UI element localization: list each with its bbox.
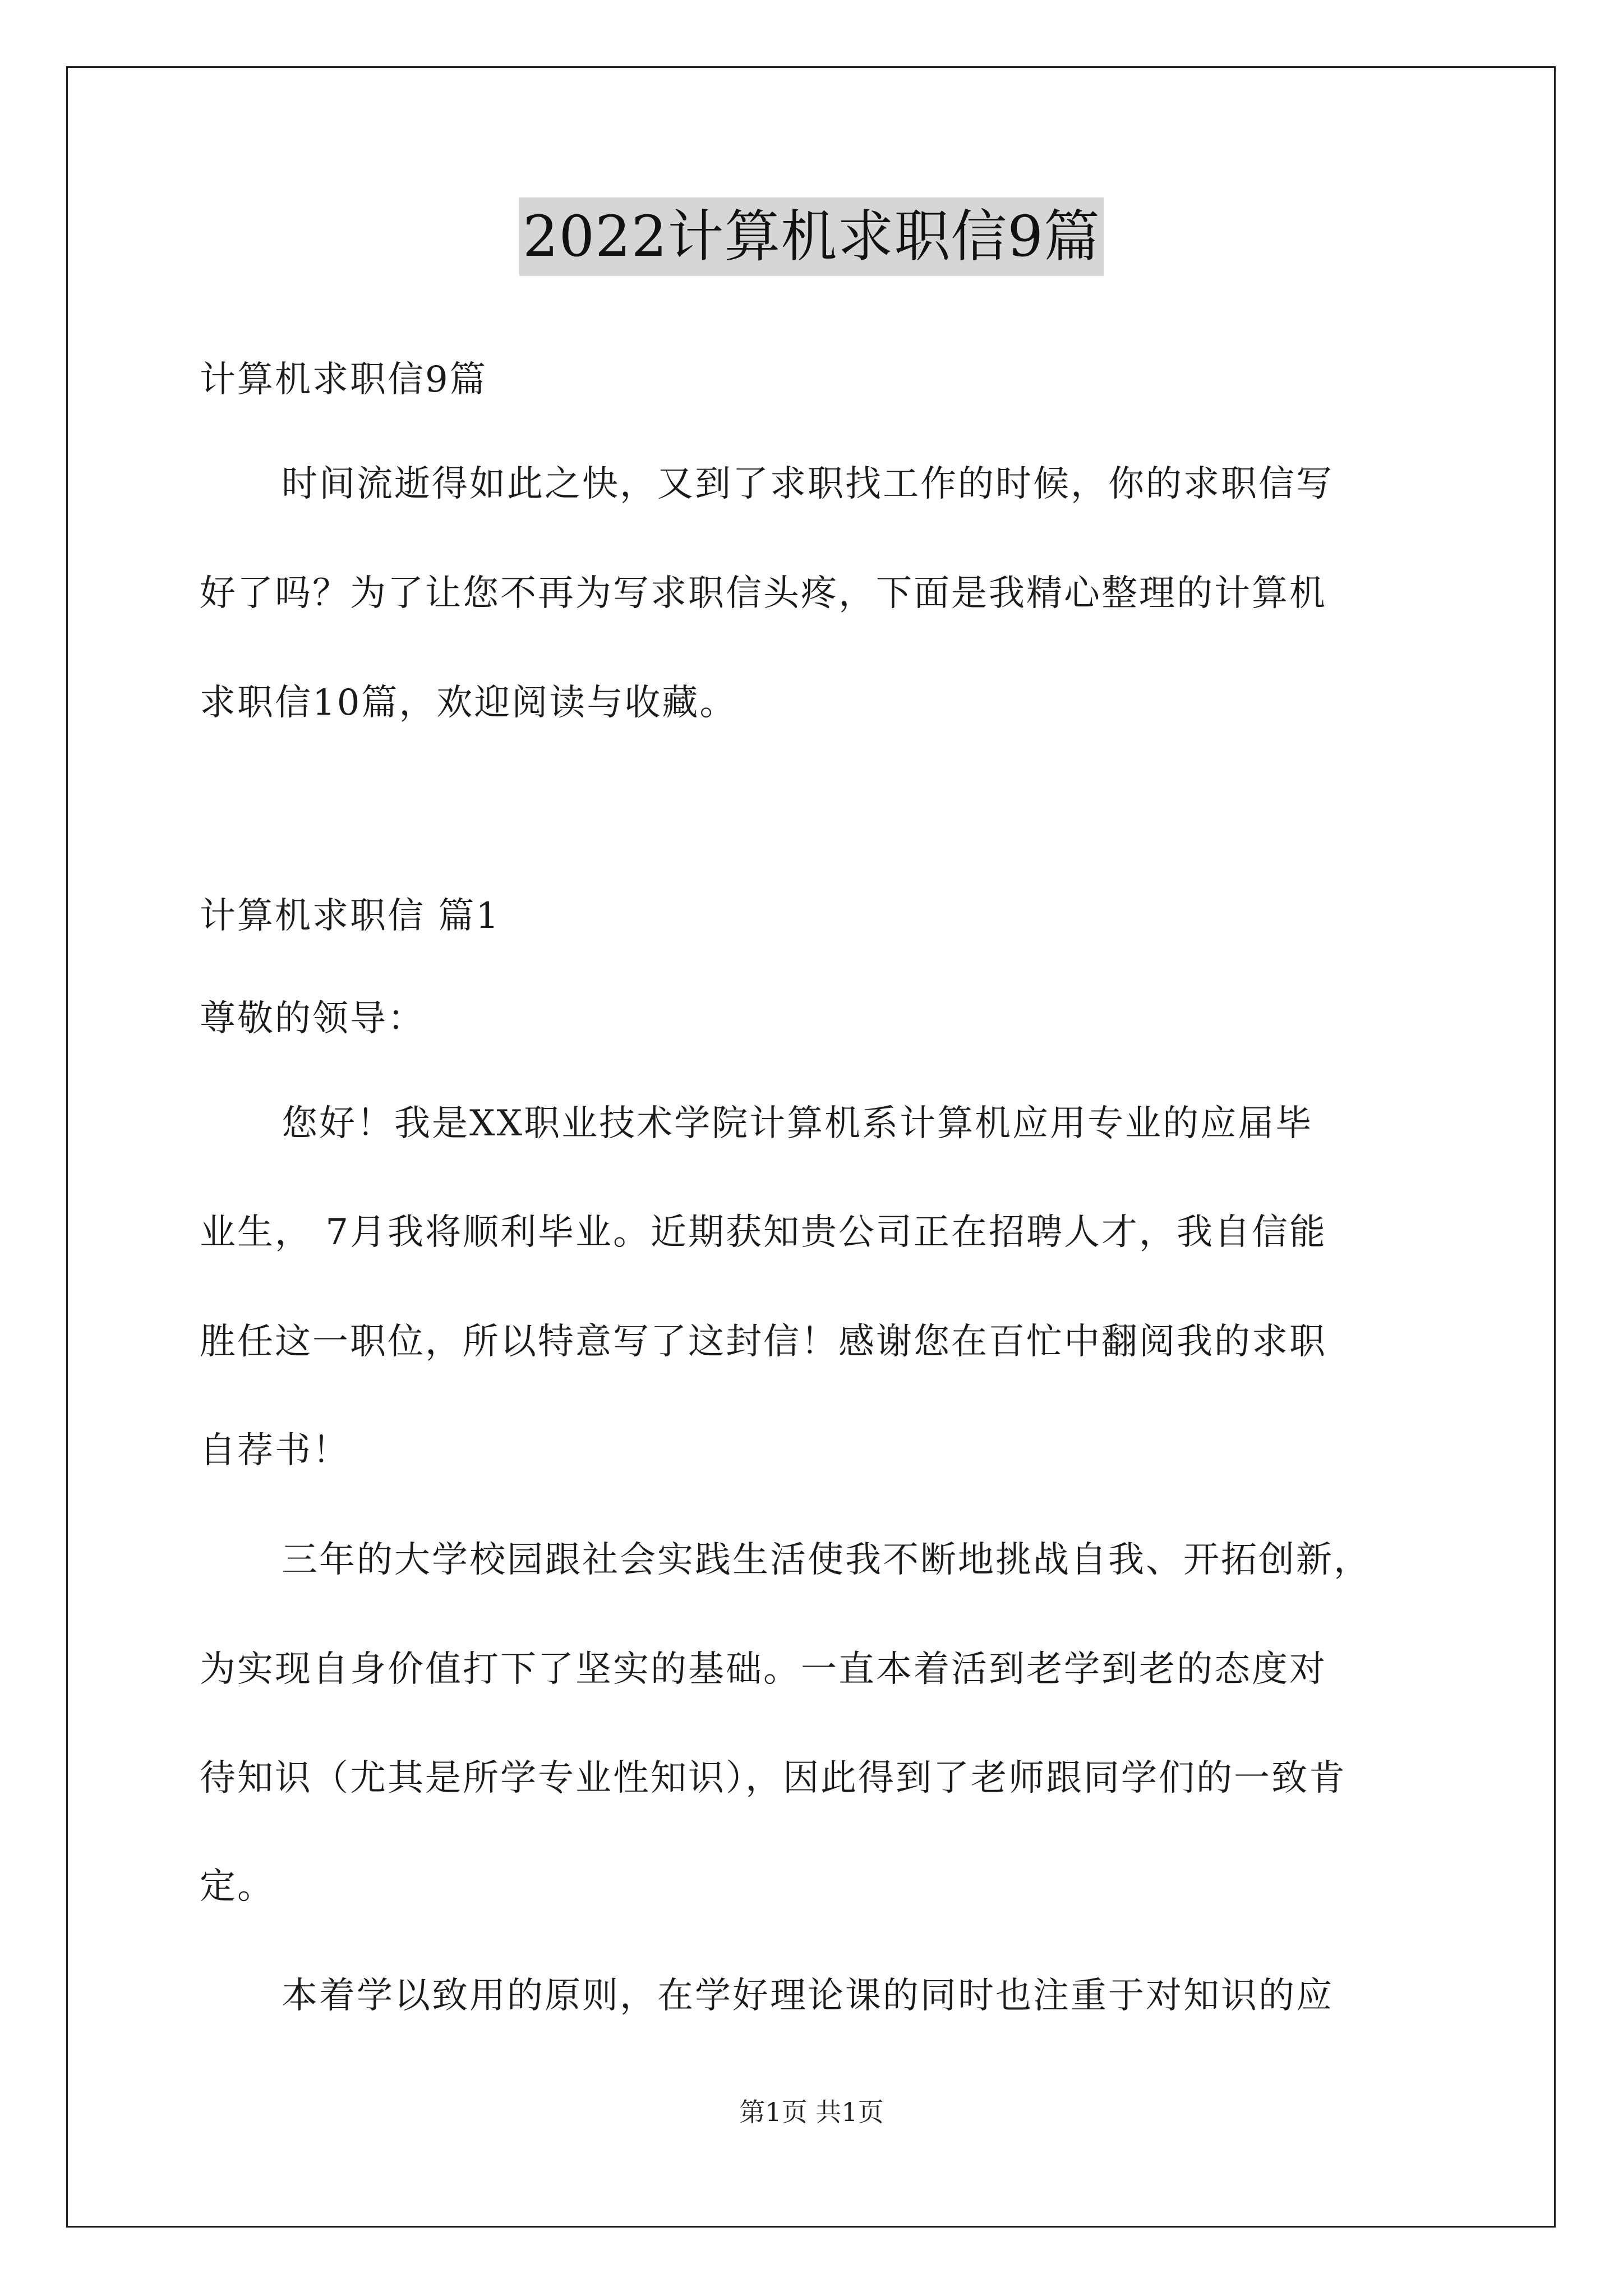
document-title: 2022计算机求职信9篇 [519, 197, 1104, 276]
section-heading: 计算机求职信 篇1 [200, 895, 501, 937]
page-footer: 第1页 共1页 [739, 2097, 884, 2127]
paragraph-line: 求职信10篇，欢迎阅读与收藏。 [200, 682, 737, 724]
paragraph-line: 三年的大学校园跟社会实践生活使我不断地挑战自我、开拓创新， [282, 1539, 1371, 1581]
paragraph-line: 定。 [200, 1866, 275, 1907]
paragraph-line: 时间流逝得如此之快，又到了求职找工作的时候，你的求职信写 [282, 463, 1334, 505]
title-wrap [0, 197, 1623, 276]
paragraph-line: 自荐书！ [200, 1430, 350, 1471]
paragraph-line: 业生， 7月我将顺利毕业。近期获知贵公司正在招聘人才，我自信能 [200, 1212, 1327, 1253]
paragraph-line: 好了吗？为了让您不再为写求职信头疼，下面是我精心整理的计算机 [200, 573, 1327, 614]
paragraph-line: 胜任这一职位，所以特意写了这封信！感谢您在百忙中翻阅我的求职 [200, 1321, 1327, 1363]
paragraph-line: 您好！我是XX职业技术学院计算机系计算机应用专业的应届毕 [282, 1103, 1313, 1144]
subtitle-line: 计算机求职信9篇 [200, 359, 487, 401]
paragraph-line: 待知识（尤其是所学专业性知识），因此得到了老师跟同学们的一致肯 [200, 1757, 1347, 1799]
salutation-line: 尊敬的领导： [200, 998, 425, 1039]
paragraph-line: 本着学以致用的原则，在学好理论课的同时也注重于对知识的应 [282, 1975, 1334, 2017]
paragraph-line: 为实现自身价值打下了坚实的基础。一直本着活到老学到老的态度对 [200, 1649, 1327, 1690]
